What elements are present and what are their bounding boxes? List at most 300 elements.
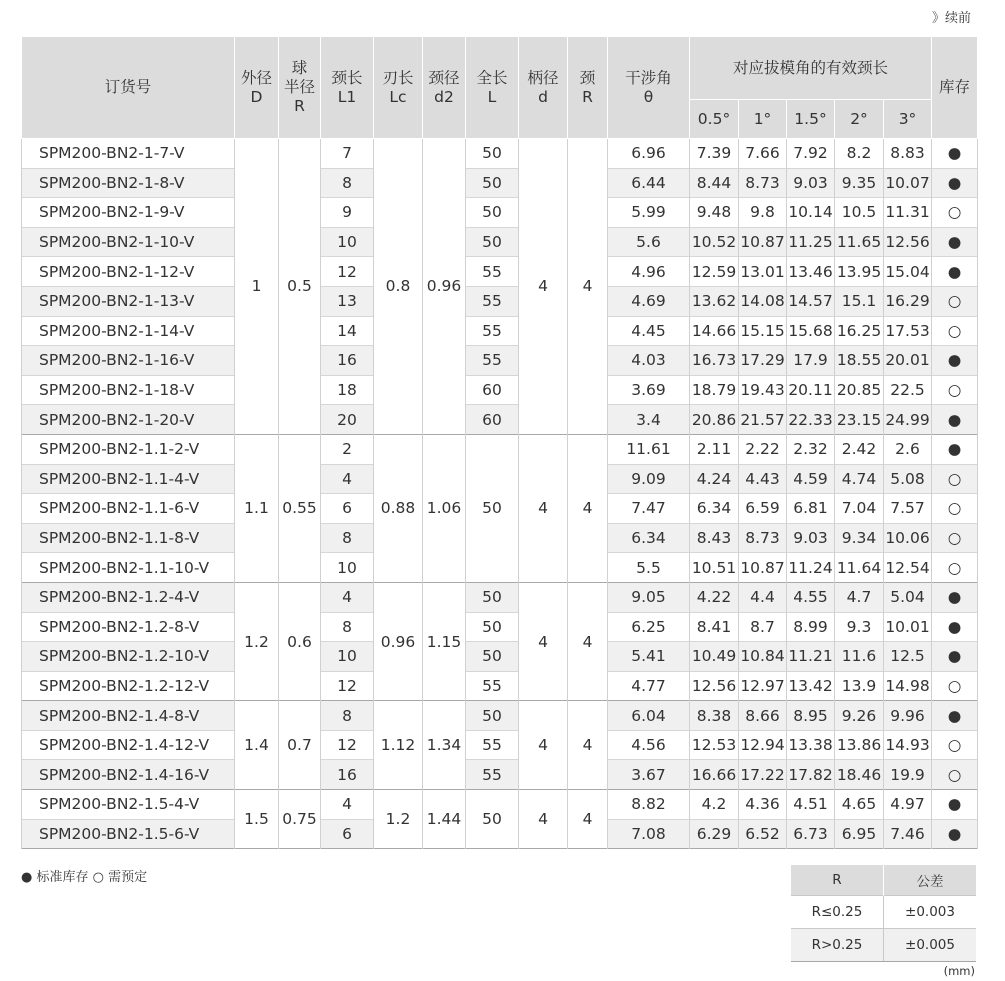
effective-length-cell: 8.73	[739, 168, 787, 198]
total-length-cell: 50	[466, 168, 519, 198]
total-length-cell: 60	[466, 405, 519, 435]
effective-length-cell: 6.95	[835, 819, 884, 849]
effective-length-cell: 20.85	[835, 375, 884, 405]
effective-length-cell: 11.21	[787, 642, 835, 672]
neck-length-cell: 4	[321, 790, 374, 820]
order-number-cell: SPM200-BN2-1-14-V	[22, 316, 235, 346]
effective-length-cell: 9.48	[690, 198, 739, 228]
order-number-cell: SPM200-BN2-1.4-8-V	[22, 701, 235, 731]
header-effective-neck-length: 对应拔模角的有效颈长	[690, 37, 932, 100]
total-length-cell: 55	[466, 257, 519, 287]
ball-radius-cell: 0.75	[279, 790, 321, 849]
interference-angle-cell: 5.5	[608, 553, 690, 583]
effective-length-cell: 4.55	[787, 582, 835, 612]
effective-length-cell: 11.24	[787, 553, 835, 583]
table-row	[22, 375, 978, 405]
neck-diameter-cell: 1.15	[423, 582, 466, 700]
shank-diameter-cell: 4	[519, 582, 568, 700]
table-row	[22, 434, 978, 464]
effective-length-cell: 13.01	[739, 257, 787, 287]
effective-length-cell: 4.24	[690, 464, 739, 494]
effective-length-cell: 17.29	[739, 346, 787, 376]
effective-length-cell: 13.95	[835, 257, 884, 287]
header-neck-diameter: 颈径 d2	[423, 37, 466, 139]
effective-length-cell: 15.68	[787, 316, 835, 346]
order-number-cell: SPM200-BN2-1-18-V	[22, 375, 235, 405]
effective-length-cell: 6.59	[739, 494, 787, 524]
effective-length-cell: 8.83	[884, 139, 932, 169]
effective-length-cell: 5.04	[884, 582, 932, 612]
effective-length-cell: 10.84	[739, 642, 787, 672]
interference-angle-cell: 4.77	[608, 671, 690, 701]
effective-length-cell: 9.03	[787, 168, 835, 198]
effective-length-cell: 2.6	[884, 434, 932, 464]
effective-length-cell: 4.51	[787, 790, 835, 820]
total-length-cell: 55	[466, 346, 519, 376]
effective-length-cell: 4.7	[835, 582, 884, 612]
effective-length-cell: 13.86	[835, 730, 884, 760]
stock-status-cell: ●	[932, 257, 978, 287]
effective-length-cell: 12.54	[884, 553, 932, 583]
table-row	[22, 642, 978, 672]
effective-length-cell: 6.29	[690, 819, 739, 849]
order-number-cell: SPM200-BN2-1-16-V	[22, 346, 235, 376]
effective-length-cell: 14.08	[739, 286, 787, 316]
effective-length-cell: 13.9	[835, 671, 884, 701]
effective-length-cell: 9.96	[884, 701, 932, 731]
total-length-cell: 55	[466, 760, 519, 790]
blade-length-cell: 0.88	[374, 434, 423, 582]
header-order-no: 订货号	[22, 37, 235, 139]
stock-status-cell: ●	[932, 790, 978, 820]
stock-status-cell: ○	[932, 286, 978, 316]
neck-radius-cell: 4	[568, 790, 608, 849]
total-length-cell: 50	[466, 198, 519, 228]
table-row	[22, 790, 978, 820]
interference-angle-cell: 4.69	[608, 286, 690, 316]
effective-length-cell: 16.73	[690, 346, 739, 376]
interference-angle-cell: 9.09	[608, 464, 690, 494]
interference-angle-cell: 6.44	[608, 168, 690, 198]
effective-length-cell: 16.66	[690, 760, 739, 790]
effective-length-cell: 7.57	[884, 494, 932, 524]
stock-status-cell: ○	[932, 464, 978, 494]
neck-diameter-cell: 0.96	[423, 139, 466, 435]
total-length-cell: 50	[466, 701, 519, 731]
effective-length-cell: 13.46	[787, 257, 835, 287]
interference-angle-cell: 6.25	[608, 612, 690, 642]
header-stock: 库存	[932, 37, 978, 139]
effective-length-cell: 4.22	[690, 582, 739, 612]
header-angle-0-5: 0.5°	[690, 100, 739, 139]
total-length-cell: 50	[466, 612, 519, 642]
effective-length-cell: 4.43	[739, 464, 787, 494]
shank-diameter-cell: 4	[519, 139, 568, 435]
effective-length-cell: 16.29	[884, 286, 932, 316]
effective-length-cell: 8.43	[690, 523, 739, 553]
neck-length-cell: 13	[321, 286, 374, 316]
effective-length-cell: 8.44	[690, 168, 739, 198]
stock-status-cell: ●	[932, 346, 978, 376]
order-number-cell: SPM200-BN2-1-7-V	[22, 139, 235, 169]
interference-angle-cell: 6.34	[608, 523, 690, 553]
effective-length-cell: 12.5	[884, 642, 932, 672]
effective-length-cell: 11.25	[787, 227, 835, 257]
effective-length-cell: 15.15	[739, 316, 787, 346]
effective-length-cell: 9.34	[835, 523, 884, 553]
stock-status-cell: ●	[932, 642, 978, 672]
outer-diameter-cell: 1	[235, 139, 279, 435]
effective-length-cell: 16.25	[835, 316, 884, 346]
stock-status-cell: ●	[932, 139, 978, 169]
table-row	[22, 582, 978, 612]
neck-radius-cell: 4	[568, 434, 608, 582]
order-number-cell: SPM200-BN2-1.1-6-V	[22, 494, 235, 524]
effective-length-cell: 10.87	[739, 553, 787, 583]
stock-status-cell: ●	[932, 227, 978, 257]
effective-length-cell: 20.86	[690, 405, 739, 435]
effective-length-cell: 23.15	[835, 405, 884, 435]
table-row	[22, 139, 978, 169]
neck-length-cell: 10	[321, 553, 374, 583]
interference-angle-cell: 4.03	[608, 346, 690, 376]
order-number-cell: SPM200-BN2-1.4-12-V	[22, 730, 235, 760]
blade-length-cell: 1.12	[374, 701, 423, 790]
effective-length-cell: 8.99	[787, 612, 835, 642]
neck-length-cell: 8	[321, 612, 374, 642]
neck-length-cell: 18	[321, 375, 374, 405]
total-length-cell: 50	[466, 642, 519, 672]
neck-length-cell: 6	[321, 819, 374, 849]
interference-angle-cell: 5.6	[608, 227, 690, 257]
effective-length-cell: 22.33	[787, 405, 835, 435]
effective-length-cell: 8.2	[835, 139, 884, 169]
effective-length-cell: 8.73	[739, 523, 787, 553]
table-row	[22, 198, 978, 228]
total-length-cell: 55	[466, 316, 519, 346]
effective-length-cell: 12.56	[884, 227, 932, 257]
tolerance-header-tolerance: 公差	[884, 865, 977, 896]
effective-length-cell: 7.04	[835, 494, 884, 524]
effective-length-cell: 10.49	[690, 642, 739, 672]
effective-length-cell: 20.11	[787, 375, 835, 405]
stock-status-cell: ●	[932, 612, 978, 642]
ball-radius-cell: 0.5	[279, 139, 321, 435]
table-row	[22, 227, 978, 257]
order-number-cell: SPM200-BN2-1.5-6-V	[22, 819, 235, 849]
stock-status-cell: ○	[932, 553, 978, 583]
neck-length-cell: 6	[321, 494, 374, 524]
table-row	[22, 760, 978, 790]
blade-length-cell: 1.2	[374, 790, 423, 849]
effective-length-cell: 11.64	[835, 553, 884, 583]
neck-length-cell: 10	[321, 642, 374, 672]
shank-diameter-cell: 4	[519, 790, 568, 849]
order-number-cell: SPM200-BN2-1.1-8-V	[22, 523, 235, 553]
neck-length-cell: 8	[321, 701, 374, 731]
effective-length-cell: 10.87	[739, 227, 787, 257]
stock-status-cell: ●	[932, 701, 978, 731]
effective-length-cell: 7.66	[739, 139, 787, 169]
order-number-cell: SPM200-BN2-1-8-V	[22, 168, 235, 198]
effective-length-cell: 8.7	[739, 612, 787, 642]
effective-length-cell: 10.01	[884, 612, 932, 642]
effective-length-cell: 13.42	[787, 671, 835, 701]
effective-length-cell: 18.55	[835, 346, 884, 376]
order-number-cell: SPM200-BN2-1.1-4-V	[22, 464, 235, 494]
neck-length-cell: 2	[321, 434, 374, 464]
effective-length-cell: 17.9	[787, 346, 835, 376]
order-number-cell: SPM200-BN2-1.2-8-V	[22, 612, 235, 642]
interference-angle-cell: 4.45	[608, 316, 690, 346]
effective-length-cell: 4.4	[739, 582, 787, 612]
tolerance-value: ±0.005	[884, 929, 977, 962]
table-row	[22, 405, 978, 435]
effective-length-cell: 12.97	[739, 671, 787, 701]
effective-length-cell: 4.97	[884, 790, 932, 820]
effective-length-cell: 12.56	[690, 671, 739, 701]
table-row	[22, 286, 978, 316]
neck-length-cell: 7	[321, 139, 374, 169]
effective-length-cell: 9.03	[787, 523, 835, 553]
header-ball-radius: 球 半径 R	[279, 37, 321, 139]
effective-length-cell: 17.53	[884, 316, 932, 346]
stock-status-cell: ●	[932, 434, 978, 464]
neck-length-cell: 12	[321, 671, 374, 701]
effective-length-cell: 17.22	[739, 760, 787, 790]
order-number-cell: SPM200-BN2-1.4-16-V	[22, 760, 235, 790]
stock-status-cell: ○	[932, 198, 978, 228]
effective-length-cell: 11.31	[884, 198, 932, 228]
effective-length-cell: 8.38	[690, 701, 739, 731]
neck-radius-cell: 4	[568, 701, 608, 790]
tolerance-header-r: R	[791, 865, 884, 896]
table-row	[22, 612, 978, 642]
outer-diameter-cell: 1.5	[235, 790, 279, 849]
neck-length-cell: 8	[321, 168, 374, 198]
header-neck-length: 颈长 L1	[321, 37, 374, 139]
total-length-cell: 55	[466, 671, 519, 701]
effective-length-cell: 14.98	[884, 671, 932, 701]
table-row	[22, 671, 978, 701]
table-row	[22, 168, 978, 198]
ball-radius-cell: 0.55	[279, 434, 321, 582]
effective-length-cell: 2.32	[787, 434, 835, 464]
table-row	[22, 701, 978, 731]
outer-diameter-cell: 1.1	[235, 434, 279, 582]
blade-length-cell: 0.96	[374, 582, 423, 700]
neck-radius-cell: 4	[568, 139, 608, 435]
neck-length-cell: 4	[321, 582, 374, 612]
order-number-cell: SPM200-BN2-1.1-10-V	[22, 553, 235, 583]
order-number-cell: SPM200-BN2-1-20-V	[22, 405, 235, 435]
effective-length-cell: 14.57	[787, 286, 835, 316]
effective-length-cell: 10.06	[884, 523, 932, 553]
interference-angle-cell: 5.99	[608, 198, 690, 228]
total-length-cell: 50	[466, 434, 519, 582]
effective-length-cell: 2.11	[690, 434, 739, 464]
blade-length-cell: 0.8	[374, 139, 423, 435]
header-outer-diameter: 外径 D	[235, 37, 279, 139]
effective-length-cell: 9.26	[835, 701, 884, 731]
stock-status-cell: ○	[932, 523, 978, 553]
effective-length-cell: 11.6	[835, 642, 884, 672]
ball-radius-cell: 0.7	[279, 701, 321, 790]
effective-length-cell: 10.51	[690, 553, 739, 583]
header-interference-angle: 干涉角 θ	[608, 37, 690, 139]
order-number-cell: SPM200-BN2-1.1-2-V	[22, 434, 235, 464]
continued-label: 》续前	[931, 11, 971, 26]
header-neck-radius: 颈 R	[568, 37, 608, 139]
neck-length-cell: 12	[321, 730, 374, 760]
effective-length-cell: 19.43	[739, 375, 787, 405]
effective-length-cell: 8.95	[787, 701, 835, 731]
stock-status-cell: ●	[932, 582, 978, 612]
neck-length-cell: 14	[321, 316, 374, 346]
effective-length-cell: 13.62	[690, 286, 739, 316]
neck-radius-cell: 4	[568, 582, 608, 700]
header-blade-length: 刃长 Lc	[374, 37, 423, 139]
effective-length-cell: 11.65	[835, 227, 884, 257]
outer-diameter-cell: 1.4	[235, 701, 279, 790]
header-angle-1: 1°	[739, 100, 787, 139]
stock-status-cell: ●	[932, 168, 978, 198]
stock-status-cell: ●	[932, 819, 978, 849]
effective-length-cell: 9.3	[835, 612, 884, 642]
effective-length-cell: 4.36	[739, 790, 787, 820]
total-length-cell: 50	[466, 582, 519, 612]
effective-length-cell: 10.52	[690, 227, 739, 257]
table-row	[22, 316, 978, 346]
effective-length-cell: 18.46	[835, 760, 884, 790]
effective-length-cell: 7.39	[690, 139, 739, 169]
effective-length-cell: 12.53	[690, 730, 739, 760]
neck-length-cell: 4	[321, 464, 374, 494]
table-row	[22, 346, 978, 376]
effective-length-cell: 15.1	[835, 286, 884, 316]
effective-length-cell: 18.79	[690, 375, 739, 405]
stock-status-cell: ○	[932, 494, 978, 524]
interference-angle-cell: 6.04	[608, 701, 690, 731]
effective-length-cell: 10.07	[884, 168, 932, 198]
shank-diameter-cell: 4	[519, 434, 568, 582]
stock-status-cell: ○	[932, 671, 978, 701]
header-angle-1-5: 1.5°	[787, 100, 835, 139]
order-number-cell: SPM200-BN2-1-12-V	[22, 257, 235, 287]
interference-angle-cell: 3.69	[608, 375, 690, 405]
effective-length-cell: 24.99	[884, 405, 932, 435]
interference-angle-cell: 3.67	[608, 760, 690, 790]
total-length-cell: 50	[466, 790, 519, 849]
neck-diameter-cell: 1.34	[423, 701, 466, 790]
total-length-cell: 55	[466, 730, 519, 760]
ball-radius-cell: 0.6	[279, 582, 321, 700]
neck-length-cell: 20	[321, 405, 374, 435]
order-number-cell: SPM200-BN2-1.2-4-V	[22, 582, 235, 612]
effective-length-cell: 2.42	[835, 434, 884, 464]
outer-diameter-cell: 1.2	[235, 582, 279, 700]
total-length-cell: 55	[466, 286, 519, 316]
interference-angle-cell: 4.96	[608, 257, 690, 287]
shank-diameter-cell: 4	[519, 701, 568, 790]
effective-length-cell: 19.9	[884, 760, 932, 790]
effective-length-cell: 6.73	[787, 819, 835, 849]
interference-angle-cell: 7.47	[608, 494, 690, 524]
effective-length-cell: 6.52	[739, 819, 787, 849]
neck-length-cell: 16	[321, 760, 374, 790]
effective-length-cell: 4.59	[787, 464, 835, 494]
effective-length-cell: 17.82	[787, 760, 835, 790]
interference-angle-cell: 5.41	[608, 642, 690, 672]
effective-length-cell: 12.59	[690, 257, 739, 287]
effective-length-cell: 6.81	[787, 494, 835, 524]
interference-angle-cell: 6.96	[608, 139, 690, 169]
effective-length-cell: 7.46	[884, 819, 932, 849]
header-angle-3: 3°	[884, 100, 932, 139]
order-number-cell: SPM200-BN2-1.5-4-V	[22, 790, 235, 820]
interference-angle-cell: 9.05	[608, 582, 690, 612]
effective-length-cell: 12.94	[739, 730, 787, 760]
effective-length-cell: 22.5	[884, 375, 932, 405]
effective-length-cell: 8.66	[739, 701, 787, 731]
neck-length-cell: 8	[321, 523, 374, 553]
neck-length-cell: 16	[321, 346, 374, 376]
effective-length-cell: 15.04	[884, 257, 932, 287]
effective-length-cell: 10.14	[787, 198, 835, 228]
stock-status-cell: ○	[932, 730, 978, 760]
header-angle-2: 2°	[835, 100, 884, 139]
order-number-cell: SPM200-BN2-1-10-V	[22, 227, 235, 257]
neck-length-cell: 10	[321, 227, 374, 257]
neck-length-cell: 12	[321, 257, 374, 287]
interference-angle-cell: 7.08	[608, 819, 690, 849]
neck-length-cell: 9	[321, 198, 374, 228]
interference-angle-cell: 11.61	[608, 434, 690, 464]
effective-length-cell: 20.01	[884, 346, 932, 376]
effective-length-cell: 8.41	[690, 612, 739, 642]
effective-length-cell: 7.92	[787, 139, 835, 169]
order-number-cell: SPM200-BN2-1.2-12-V	[22, 671, 235, 701]
stock-status-cell: ○	[932, 316, 978, 346]
order-number-cell: SPM200-BN2-1.2-10-V	[22, 642, 235, 672]
effective-length-cell: 9.8	[739, 198, 787, 228]
effective-length-cell: 14.66	[690, 316, 739, 346]
order-number-cell: SPM200-BN2-1-9-V	[22, 198, 235, 228]
neck-diameter-cell: 1.44	[423, 790, 466, 849]
effective-length-cell: 13.38	[787, 730, 835, 760]
effective-length-cell: 10.5	[835, 198, 884, 228]
stock-status-cell: ○	[932, 375, 978, 405]
effective-length-cell: 14.93	[884, 730, 932, 760]
effective-length-cell: 4.2	[690, 790, 739, 820]
table-row	[22, 257, 978, 287]
table-row	[22, 730, 978, 760]
stock-status-cell: ○	[932, 760, 978, 790]
header-total-length: 全长 L	[466, 37, 519, 139]
stock-status-cell: ●	[932, 405, 978, 435]
total-length-cell: 50	[466, 227, 519, 257]
effective-length-cell: 5.08	[884, 464, 932, 494]
effective-length-cell: 2.22	[739, 434, 787, 464]
header-shank-diameter: 柄径 d	[519, 37, 568, 139]
effective-length-cell: 9.35	[835, 168, 884, 198]
tolerance-r-condition: R>0.25	[791, 929, 884, 962]
tolerance-table	[791, 865, 976, 962]
order-number-cell: SPM200-BN2-1-13-V	[22, 286, 235, 316]
interference-angle-cell: 4.56	[608, 730, 690, 760]
tolerance-r-condition: R≤0.25	[791, 896, 884, 929]
interference-angle-cell: 8.82	[608, 790, 690, 820]
